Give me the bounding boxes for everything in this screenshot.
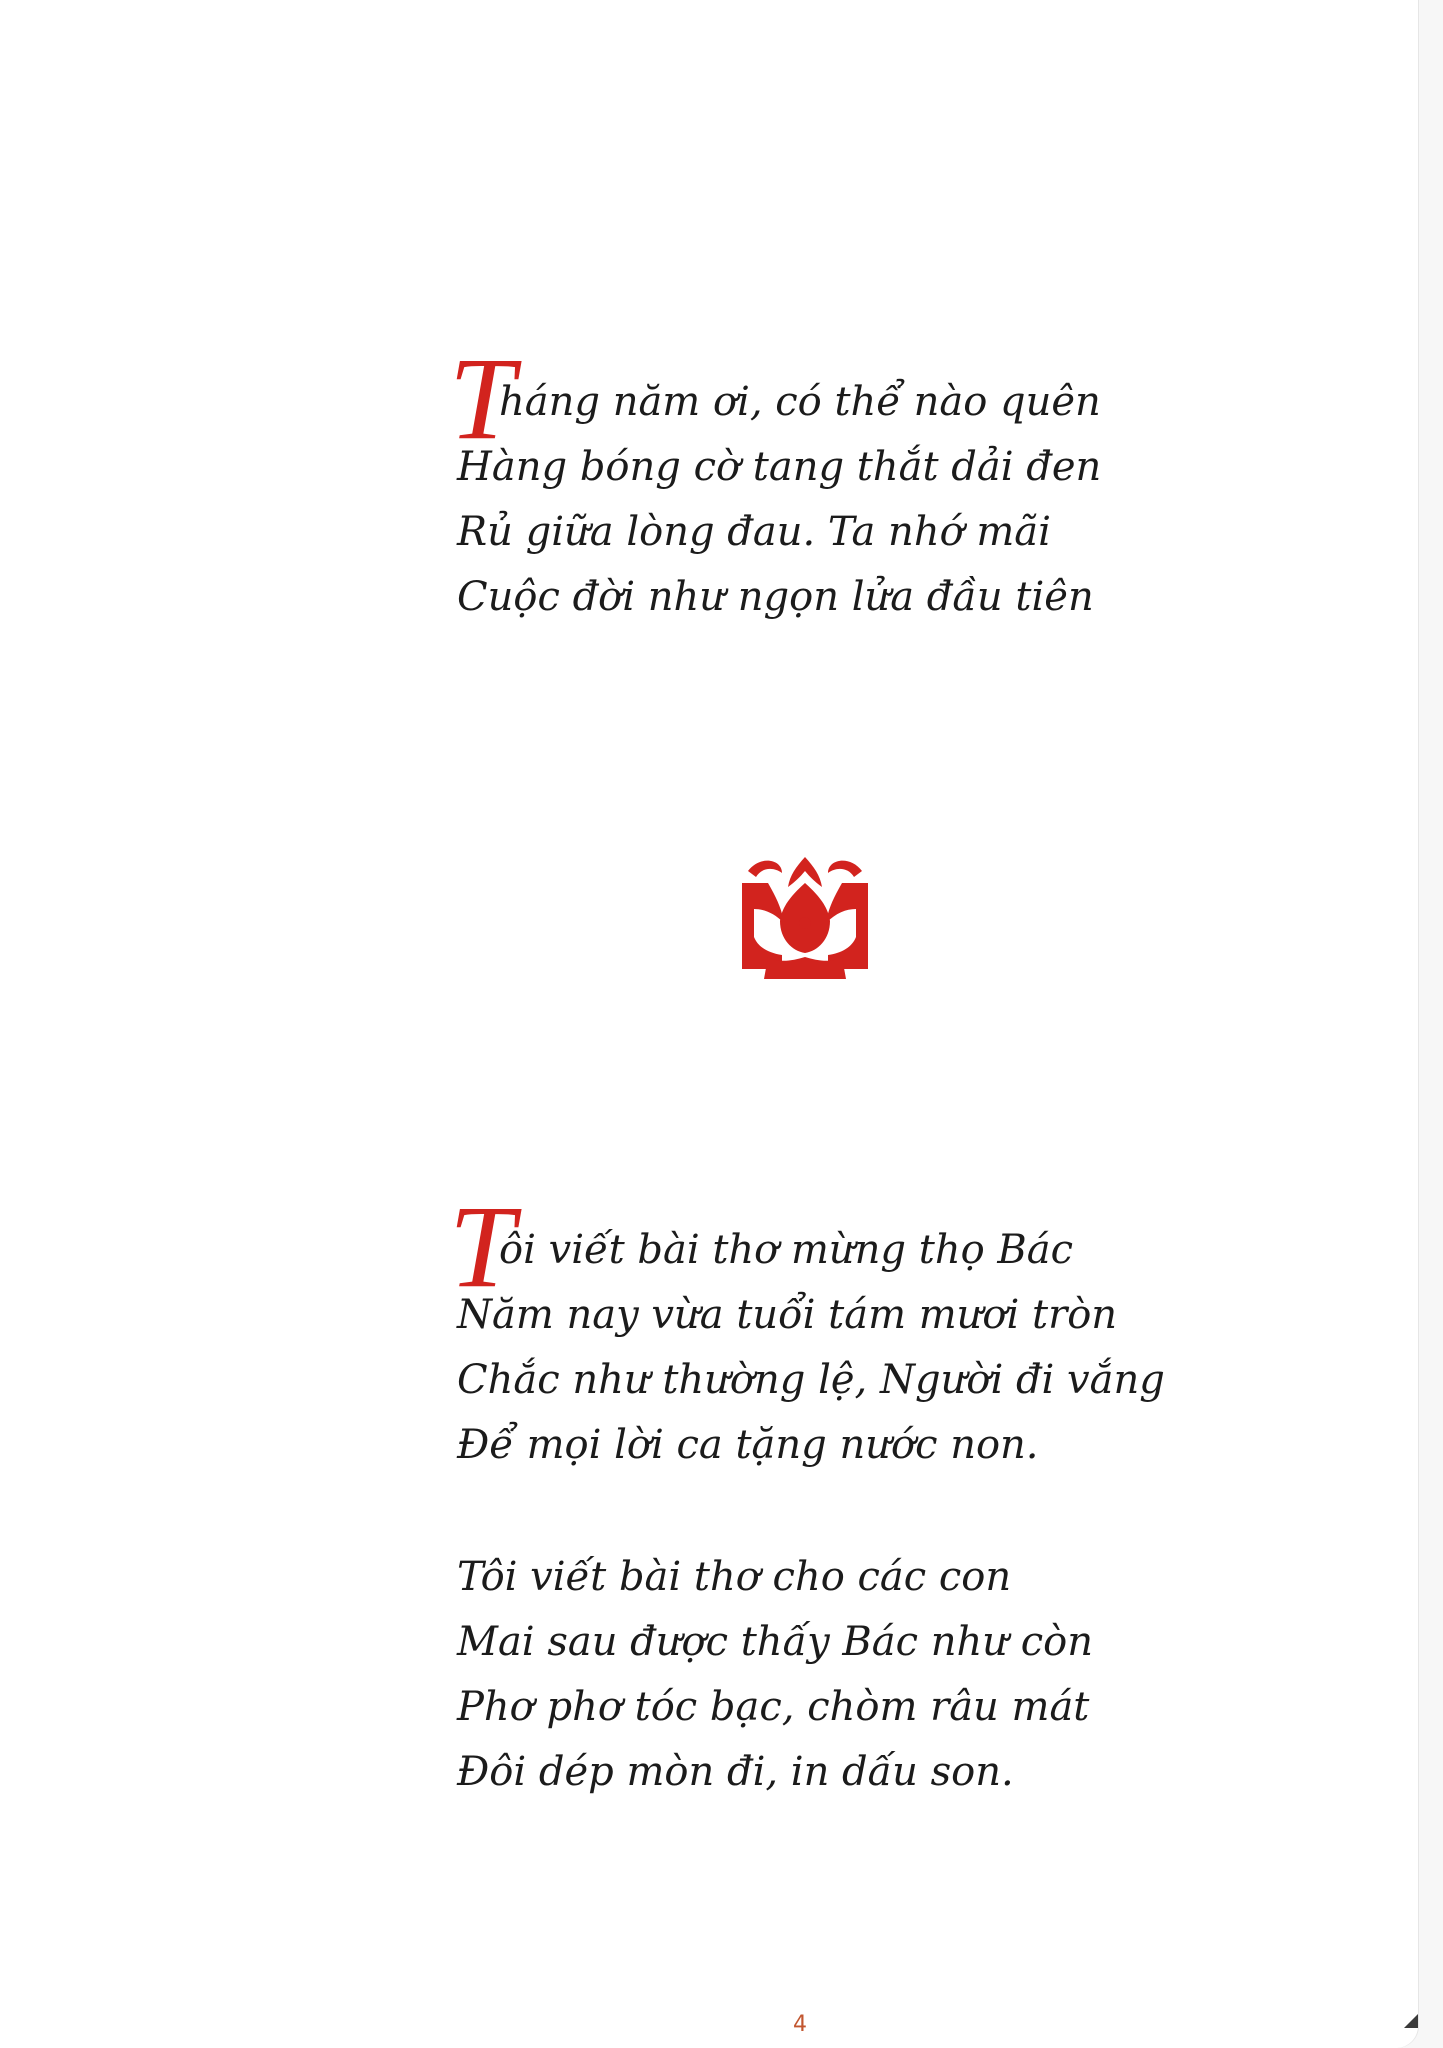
line-text: ôi viết bài thơ mừng thọ Bác	[499, 1227, 1074, 1273]
stanza-1-line-1	[449, 333, 1101, 464]
stanza-3-line-2: Mai sau được thấy Bác như còn	[457, 1619, 1093, 1665]
stanza-3-line-3: Phơ phơ tóc bạc, chòm râu mát	[457, 1684, 1090, 1730]
page-corner-icon	[1404, 2014, 1418, 2028]
stanza-1	[449, 333, 1102, 630]
stanza-1-line-4: Cuộc đời như ngọn lửa đầu tiên	[457, 574, 1094, 620]
stanza-1-line-2: Hàng bóng cờ tang thắt dải đen	[457, 444, 1102, 490]
lotus-ornament-icon	[738, 853, 872, 983]
stanza-2-line-2: Năm nay vừa tuổi tám mươi tròn	[457, 1292, 1118, 1338]
line-text: háng năm ơi, có thể nào quên	[499, 379, 1101, 425]
drop-cap: T	[449, 1181, 515, 1312]
stanza-2-line-4: Để mọi lời ca tặng nước non.	[457, 1422, 1039, 1468]
drop-cap: T	[449, 333, 515, 464]
stanza-3-line-4: Đôi dép mòn đi, in dấu son.	[457, 1749, 1014, 1795]
stanza-1-line-3: Rủ giữa lòng đau. Ta nhớ mãi	[457, 509, 1051, 555]
stanza-3	[457, 1545, 1093, 1805]
page-number: 4	[793, 2012, 807, 2037]
stanza-3-line-1: Tôi viết bài thơ cho các con	[457, 1554, 1012, 1600]
stanza-2-line-3: Chắc như thường lệ, Người đi vắng	[457, 1357, 1165, 1403]
stanza-2	[449, 1181, 1165, 1478]
stanza-2-line-1	[449, 1181, 1165, 1312]
